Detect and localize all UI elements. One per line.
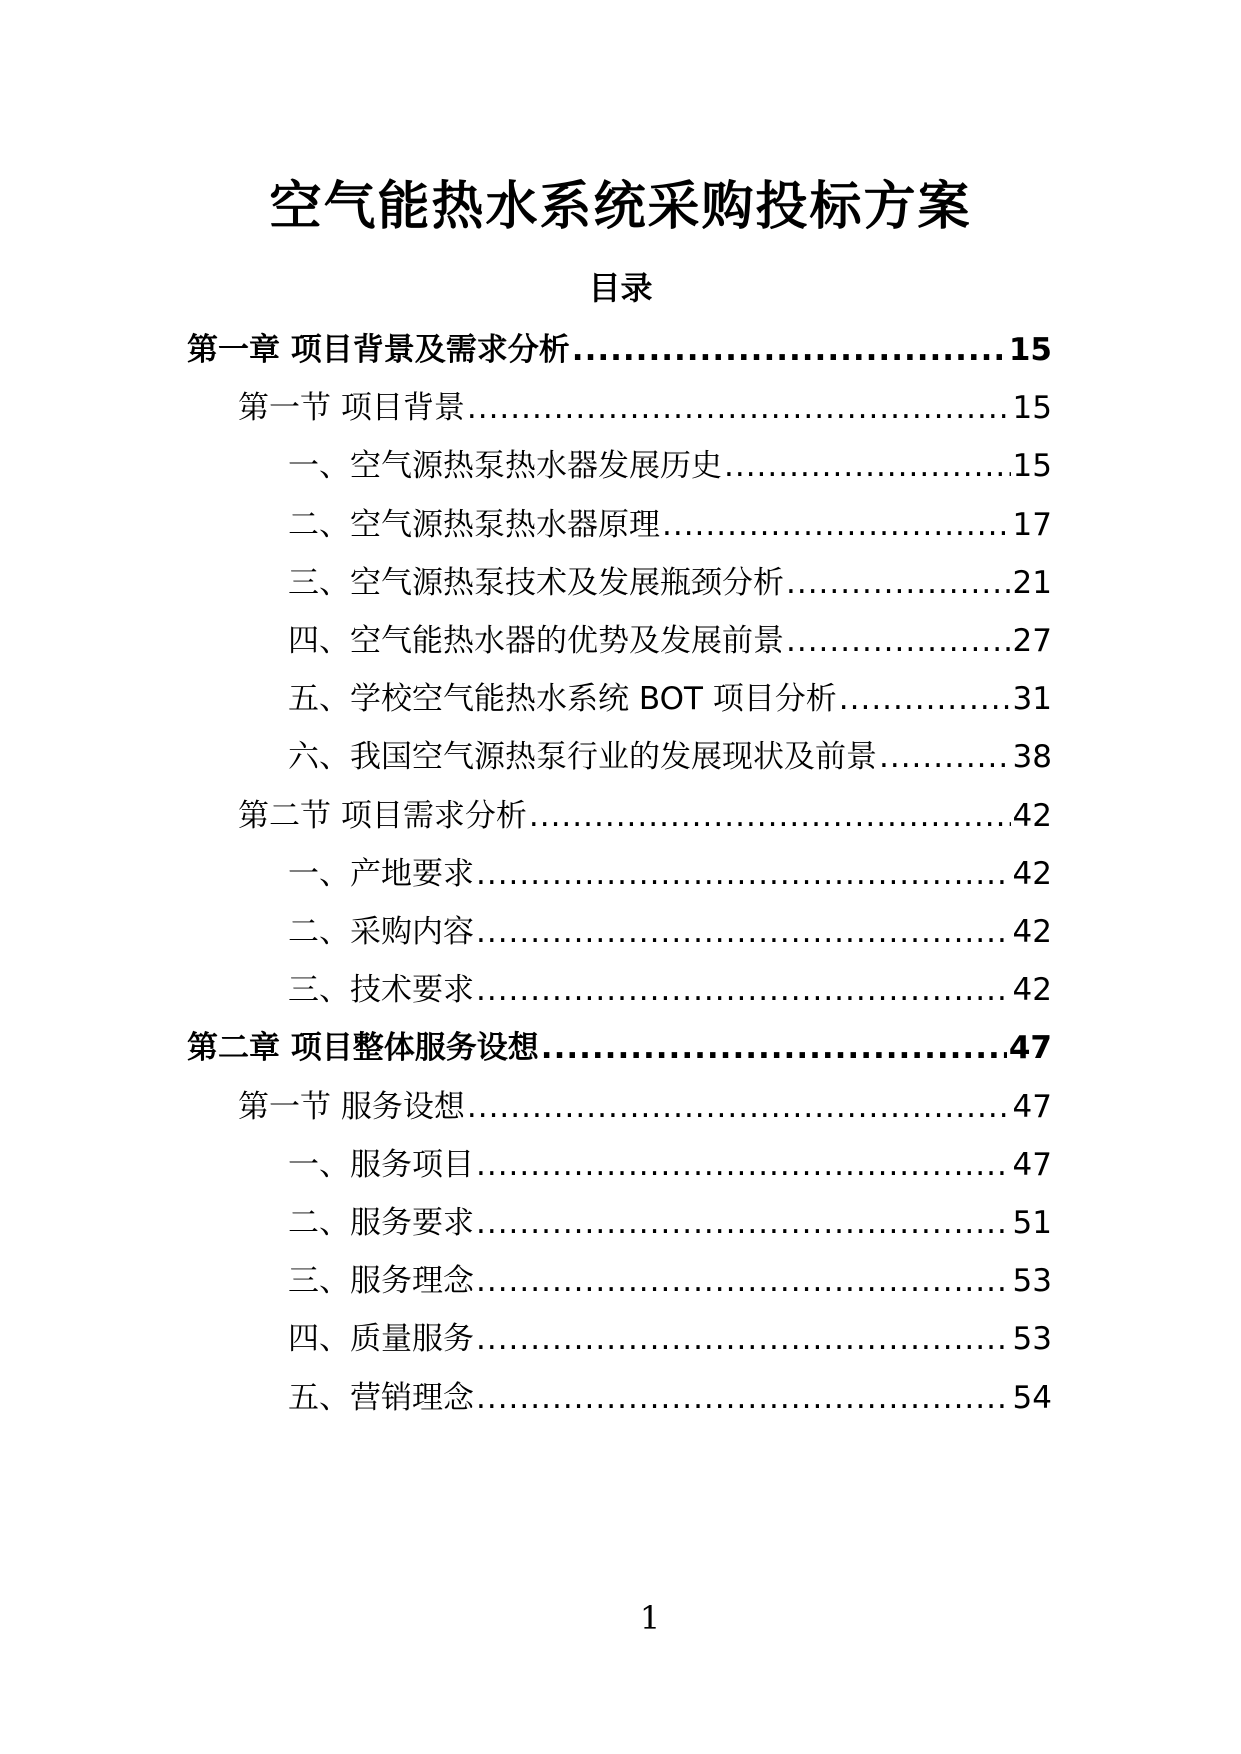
toc-entry[interactable] (238, 1082, 1052, 1132)
toc-entry[interactable] (187, 1023, 1052, 1073)
toc-entry-page: 42 (1012, 972, 1052, 1009)
toc-dot-leader (476, 1256, 1011, 1306)
toc-entry-page: 27 (1012, 623, 1052, 659)
toc-entry-label: 二、服务要求 (288, 1205, 474, 1241)
toc-entry-label: 一、空气源热泵热水器发展历史 (288, 448, 722, 485)
toc-entry-label: 二、空气源热泵热水器原理 (288, 506, 660, 543)
toc-dot-leader (476, 965, 1011, 1015)
toc-entry[interactable] (288, 1198, 1052, 1248)
toc-entry-page: 42 (1012, 914, 1052, 950)
toc-entry[interactable] (238, 791, 1052, 841)
toc-entry[interactable] (288, 441, 1052, 491)
toc-dot-leader (541, 1023, 1007, 1073)
toc-entry[interactable] (288, 674, 1052, 724)
toc-entry[interactable] (288, 849, 1052, 899)
toc-dot-leader (724, 441, 1011, 491)
toc-entry[interactable] (288, 616, 1052, 666)
toc-entry[interactable] (288, 732, 1052, 782)
toc-entry-page: 42 (1012, 855, 1052, 892)
toc-entry-page: 47 (1008, 1030, 1052, 1067)
toc-entry[interactable] (288, 965, 1052, 1015)
toc-dot-leader (476, 1140, 1011, 1190)
toc-entry-page: 31 (1012, 681, 1052, 718)
toc-dot-leader (879, 732, 1011, 782)
toc-entry-label: 第二章 项目整体服务设想 (187, 1030, 539, 1067)
toc-entry[interactable] (238, 383, 1052, 433)
toc-entry-page: 47 (1012, 1088, 1052, 1125)
toc-entry[interactable] (288, 1256, 1052, 1306)
toc-dot-leader (529, 791, 1011, 841)
toc-entry-label: 第一章 项目背景及需求分析 (187, 332, 570, 368)
page-number: 1 (639, 1599, 661, 1637)
toc-entry-label: 五、营销理念 (288, 1379, 474, 1416)
toc-entry-label: 二、采购内容 (288, 914, 474, 950)
toc-entry-label: 第二节 项目需求分析 (238, 797, 527, 834)
toc-entry[interactable] (288, 1373, 1052, 1423)
toc-entry-label: 六、我国空气源热泵行业的发展现状及前景 (288, 739, 877, 776)
toc-entry-page: 47 (1012, 1146, 1052, 1183)
toc-entry-label: 一、服务项目 (288, 1146, 474, 1183)
toc-entry-page: 15 (1008, 332, 1052, 368)
toc-dot-leader (476, 849, 1011, 899)
toc-dot-leader (572, 325, 1007, 375)
toc-entry[interactable] (288, 1140, 1052, 1190)
toc-entry[interactable] (288, 1314, 1052, 1364)
toc-dot-leader (786, 616, 1011, 666)
toc-entry-page: 53 (1012, 1321, 1052, 1358)
toc-entry-page: 54 (1012, 1379, 1052, 1416)
toc-entry-label: 三、空气源热泵技术及发展瓶颈分析 (288, 564, 784, 601)
toc-entry-page: 51 (1012, 1205, 1052, 1241)
toc-dot-leader (786, 558, 1011, 608)
toc-entry-label: 五、学校空气能热水系统 BOT 项目分析 (288, 681, 837, 718)
toc-entry-label: 三、服务理念 (288, 1263, 474, 1300)
toc-entry-page: 53 (1012, 1263, 1052, 1300)
toc-heading: 目录 (588, 269, 653, 307)
toc-dot-leader (476, 1198, 1011, 1248)
toc-entry-page: 17 (1012, 506, 1052, 543)
toc-entry[interactable] (288, 558, 1052, 608)
toc-entry[interactable] (288, 907, 1052, 957)
toc-entry-page: 15 (1012, 390, 1052, 427)
toc-entry-page: 21 (1012, 564, 1052, 601)
toc-entry-page: 38 (1012, 739, 1052, 776)
document-title: 空气能热水系统采购投标方案 (269, 177, 972, 237)
toc-entry-page: 42 (1012, 797, 1052, 834)
toc-dot-leader (476, 907, 1011, 957)
toc-dot-leader (476, 1314, 1011, 1364)
toc-dot-leader (839, 674, 1011, 724)
toc-entry-label: 第一节 服务设想 (238, 1088, 465, 1125)
toc-entry-label: 三、技术要求 (288, 972, 474, 1009)
toc-entry-page: 15 (1012, 448, 1052, 485)
toc-dot-leader (467, 1082, 1011, 1132)
toc-entry-label: 第一节 项目背景 (238, 390, 465, 427)
toc-dot-leader (476, 1373, 1011, 1423)
toc-dot-leader (467, 383, 1011, 433)
toc-entry[interactable] (187, 325, 1052, 375)
toc-entry-label: 一、产地要求 (288, 855, 474, 892)
toc-entry-label: 四、质量服务 (288, 1321, 474, 1358)
toc-entry[interactable] (288, 500, 1052, 550)
toc-dot-leader (662, 500, 1011, 550)
toc-entry-label: 四、空气能热水器的优势及发展前景 (288, 623, 784, 659)
